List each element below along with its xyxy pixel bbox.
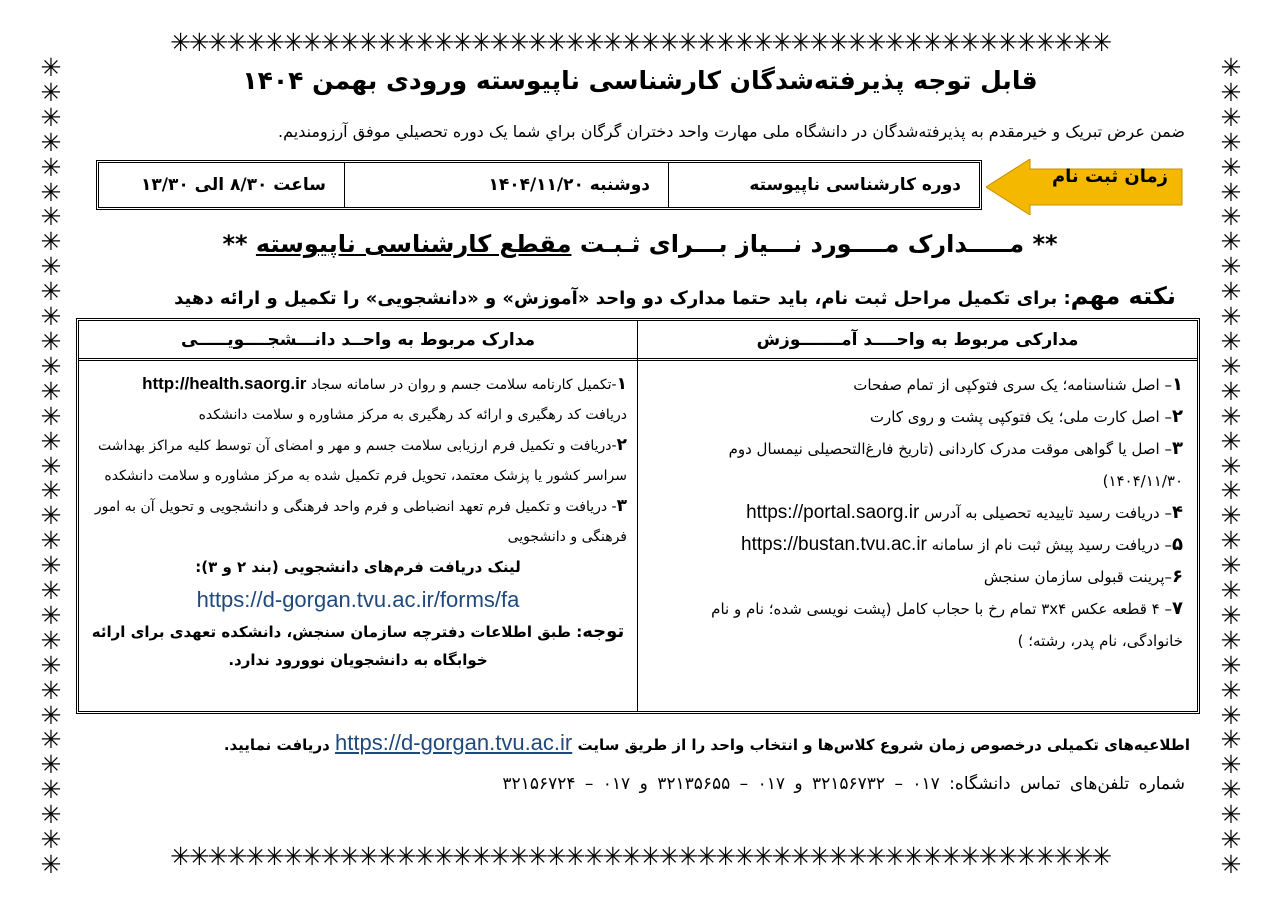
left-star-border: ✳ ✳ ✳ ✳ ✳ ✳ ✳ ✳ ✳ ✳ ✳ ✳ ✳ ✳ ✳ ✳ ✳ ✳ ✳ ✳ ✳ ✳ ✳ ✳ ✳ ✳ ✳ ✳ ✳ ✳ ✳ ✳ ✳ [40,56,62,879]
registration-time: ساعت ۸/۳۰ الی ۱۳/۳۰ [141,175,326,195]
additional-info: اطلاعیه‌های تکمیلی درخصوص زمان شروع کلاس‌ها و انتخاب واحد را از طریق سایت https://d-gorgan.tvu.ac.ir دریافت نمایید. [223,730,1190,755]
list-item-continued: دریافت کد رهگیری و ارائه کد رهگیری به مرکز مشاوره و سلامت دانشکده [198,407,627,423]
student-list [79,361,637,674]
documents-heading-suffix: ** [222,230,248,258]
important-note-label: نکته مهم [1070,282,1176,310]
list-item: ۷– ۴ قطعه عکس ۳x۴ تمام رخ با حجاب کامل (پشت نویسی شده؛ نام و نام خانوادگی، نام پدر، رشته؛ ) [711,598,1183,650]
top-star-border: ✳✳✳✳✳✳✳✳✳✳✳✳✳✳✳✳✳✳✳✳✳✳✳✳✳✳✳✳✳✳✳✳✳✳✳✳✳✳✳✳✳✳✳✳✳✳✳✳✳✳ [170,28,1110,57]
health-link[interactable]: http://health.saorg.ir [142,374,307,393]
important-note-text: : برای تکمیل مراحل ثبت نام، باید حتما مدارک دو واحد «آموزش» و «دانشجویی» را تکمیل و ارائه دهید [174,288,1071,309]
education-column [637,321,1197,711]
registration-date: دوشنبه ۱۴۰۴/۱۱/۲۰ [344,163,669,207]
education-list [638,361,1197,657]
registration-table [96,160,982,210]
student-forms-link-label: لینک دریافت فرم‌های دانشجویی (بند ۲ و ۳): [195,558,521,576]
registration-course: دوره کارشناسی ناپیوسته [749,175,961,195]
list-item: ۲– اصل کارت ملی؛ یک فتوکپی پشت و روی کارت [869,406,1183,427]
list-item: ۶–پرینت قبولی سازمان سنجش [983,566,1183,587]
documents-heading [180,230,1100,258]
list-item: ۳- دریافت و تکمیل فرم تعهد انضباطی و فرم واحد فرهنگی و دانشجویی و تحویل آن به امور فرهنگی و دانشجویی [94,496,627,545]
list-item: ۳– اصل یا گواهی موقت مدرک کاردانی (تاریخ فارغ‌التحصیلی نیمسال دوم ۱۴۰۴/۱۱/۳۰) [728,438,1183,490]
documents-heading-prefix: ** مـــــدارک مــــورد نـــیاز بـــرای ثـبـت [579,230,1058,258]
important-note [150,282,1200,310]
list-item: ۴– دریافت رسید تاییدیه تحصیلی به آدرس https://portal.saorg.ir [746,502,1183,523]
list-item: ۲-دریافت و تکمیل فرم ارزیابی سلامت جسم و مهر و امضای آن توسط کلیه مراکز بهداشت سراسر کشور یا پزشک معتمد، تحویل فرم تکمیل شده به مرکز مشاوره و سلامت دانشکده [98,435,627,484]
list-item: ۱-تکمیل کارنامه سلامت جسم و روان در سامانه سجاد http://health.saorg.ir [142,374,627,394]
education-header: مدارکی مربوط به واحــــد آمـــــــوزش [638,321,1197,361]
list-item: ۱– اصل شناسنامه؛ یک سری فتوکپی از تمام صفحات [853,374,1183,395]
student-column [79,321,637,711]
student-forms-link[interactable]: https://d-gorgan.tvu.ac.ir/forms/fa [196,587,520,612]
portal-link[interactable]: https://portal.saorg.ir [746,502,920,523]
bustan-link[interactable]: https://bustan.tvu.ac.ir [741,534,927,555]
intro-text: ضمن عرض تبریک و خیرمقدم به پذیرفته‌شدگان در دانشگاه ملی مهارت واحد دختران گرگان براي شما یک دوره تحصيلي موفق آرزومندیم. [278,122,1185,141]
dormitory-note: توجه: طبق اطلاعات دفترچه سازمان سنجش، دانشکده تعهدی برای ارائه خوابگاه به دانشجویان نوورود ندارد. [91,621,625,669]
website-link[interactable]: https://d-gorgan.tvu.ac.ir [335,730,573,755]
documents-heading-underlined: مقطع کارشناسی ناپیوسته [255,230,572,258]
page-title: قابل توجه پذیرفته‌شدگان کارشناسی ناپیوسته ورودی بهمن ۱۴۰۴ [242,66,1038,95]
contact-phones: شماره تلفن‌های تماس دانشگاه: ۰۱۷ – ۳۲۱۵۶۷۳۲ و ۰۱۷ – ۳۲۱۳۵۶۵۵ و ۰۱۷ – ۳۲۱۵۶۷۲۴ [502,774,1185,794]
right-star-border: ✳ ✳ ✳ ✳ ✳ ✳ ✳ ✳ ✳ ✳ ✳ ✳ ✳ ✳ ✳ ✳ ✳ ✳ ✳ ✳ ✳ ✳ ✳ ✳ ✳ ✳ ✳ ✳ ✳ ✳ ✳ ✳ ✳ [1220,56,1242,879]
list-item: ۵– دریافت رسید پیش ثبت نام از سامانه https://bustan.tvu.ac.ir [741,534,1183,555]
registration-time-label: زمان ثبت نام [1051,166,1169,187]
documents-table [76,318,1200,714]
student-header: مدارک مربوط به واحــد دانـــشجــــویـــــی [79,321,637,361]
bottom-star-border: ✳✳✳✳✳✳✳✳✳✳✳✳✳✳✳✳✳✳✳✳✳✳✳✳✳✳✳✳✳✳✳✳✳✳✳✳✳✳✳✳✳✳✳✳✳✳✳✳✳✳ [170,842,1110,871]
